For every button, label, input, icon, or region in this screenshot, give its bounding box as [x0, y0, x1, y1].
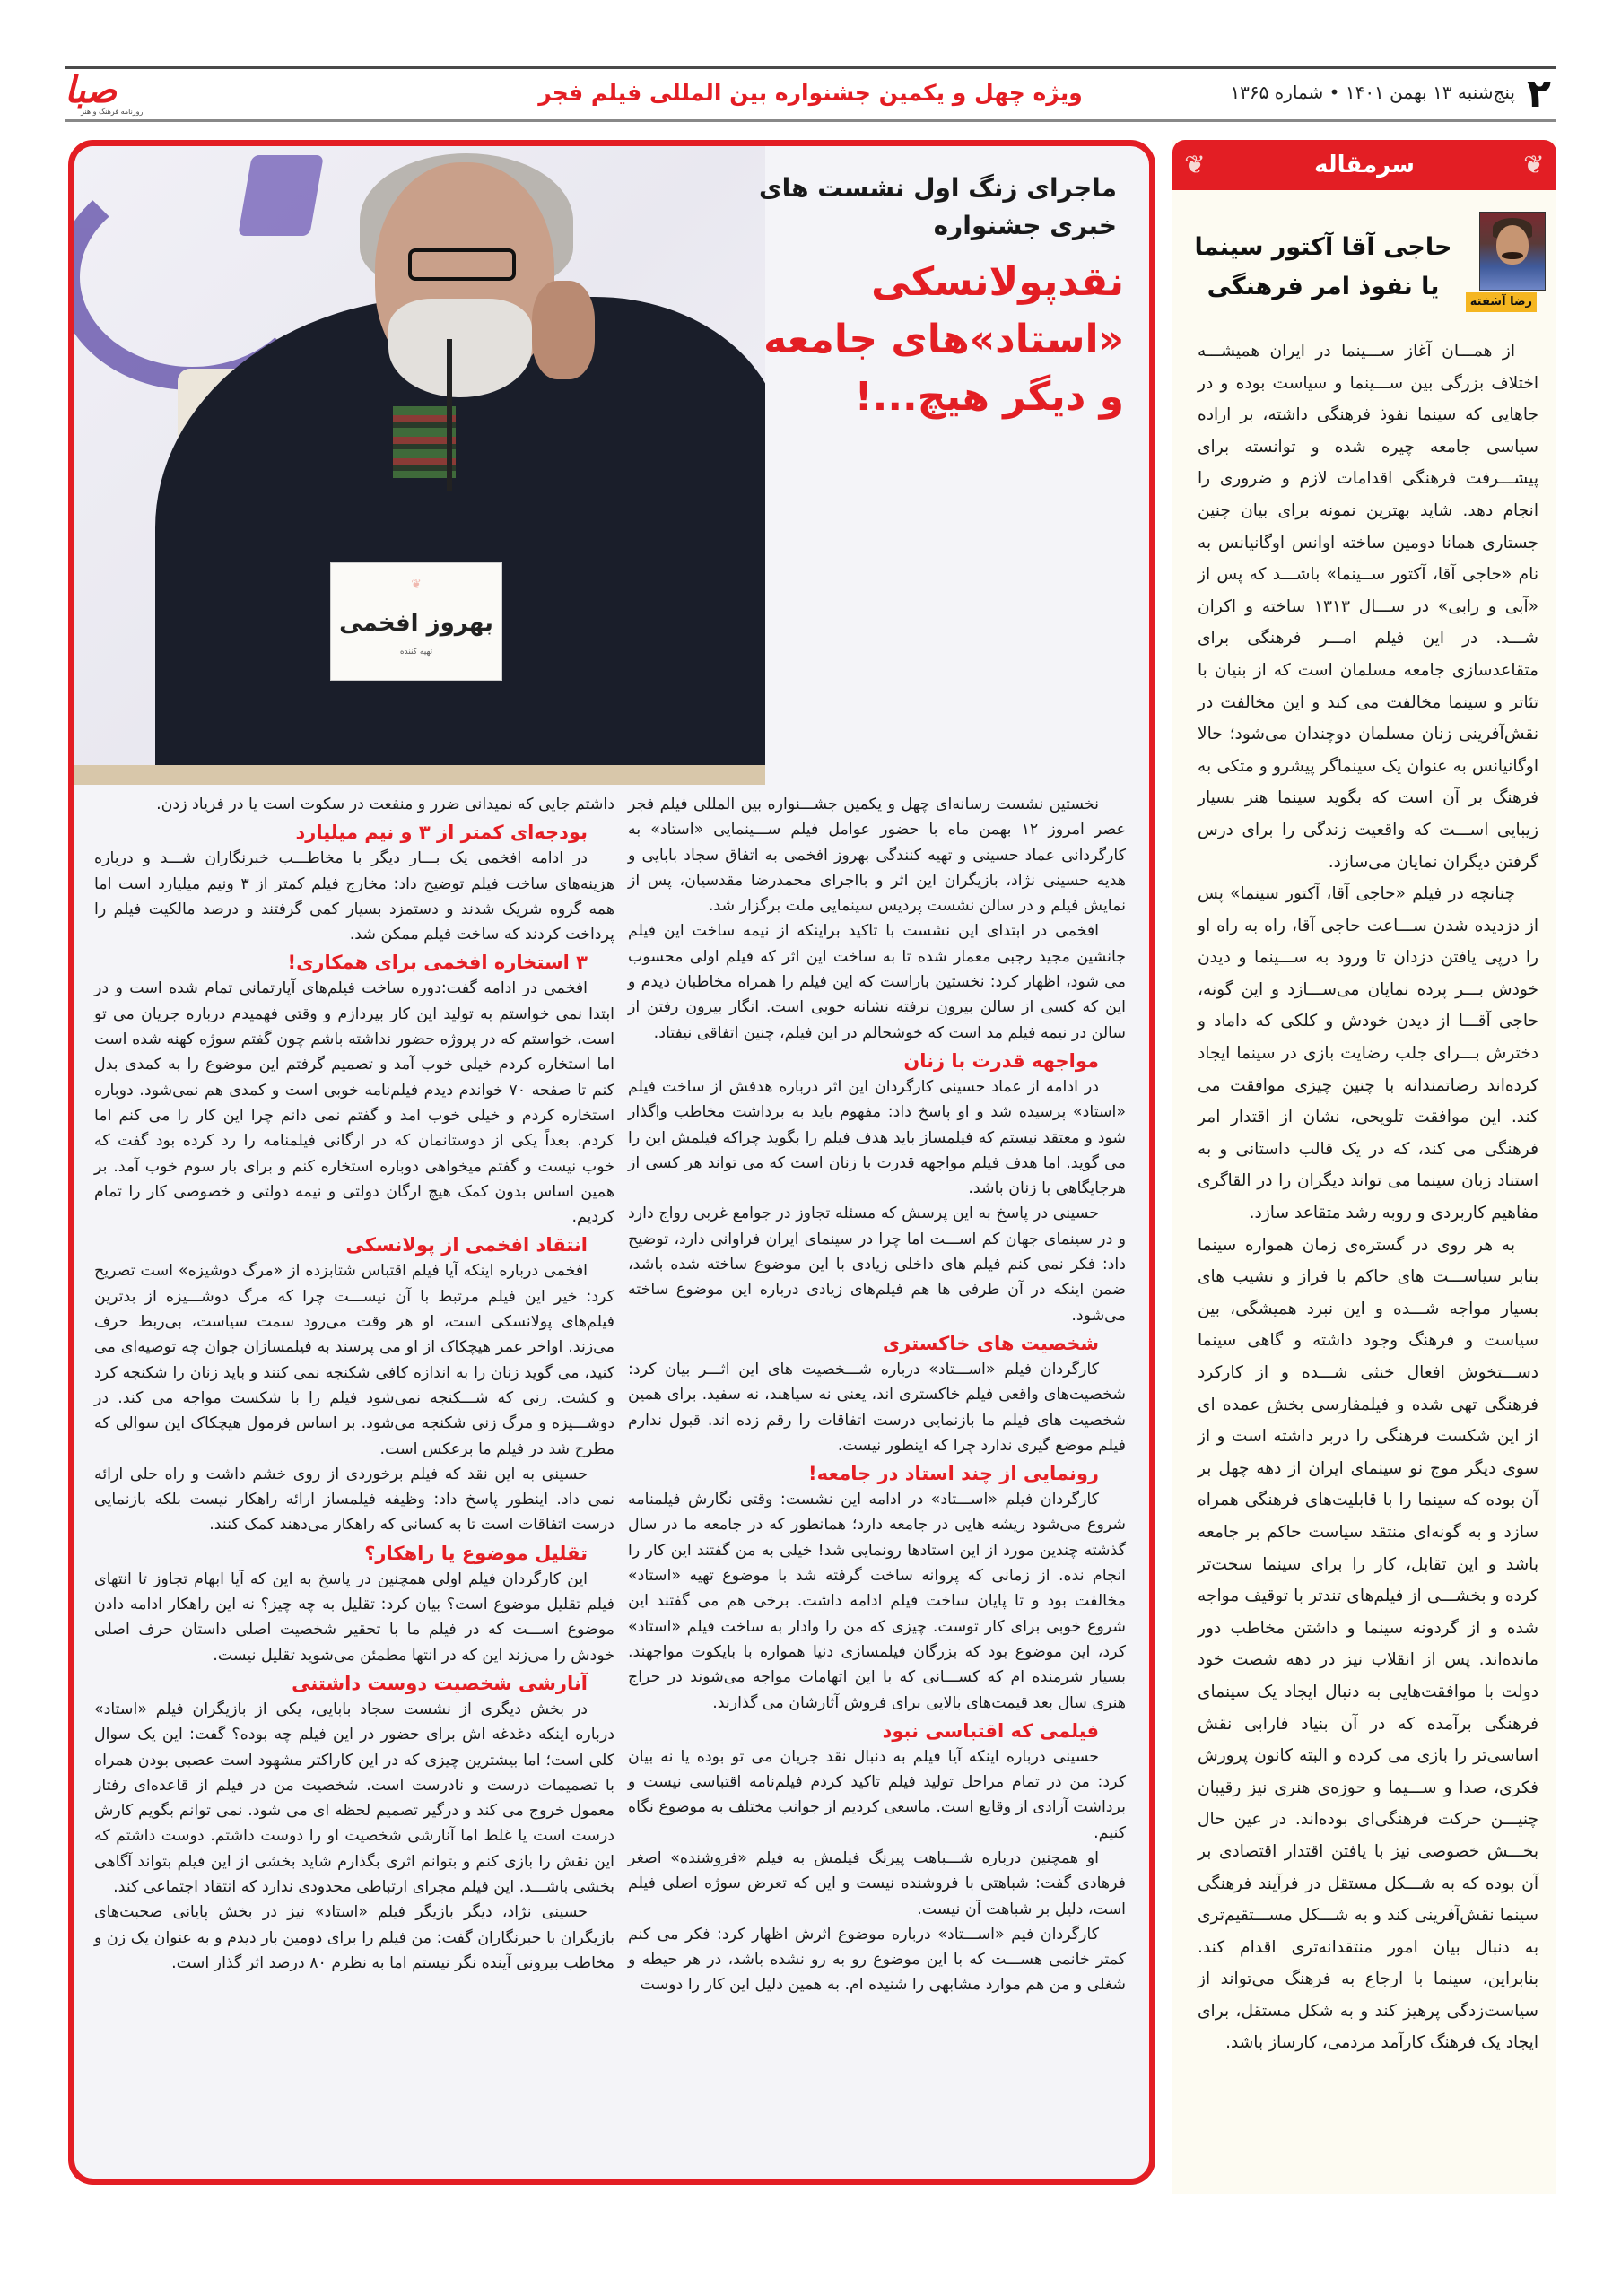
subheading: بودجه‌ای کمتر از ۳ و نیم میلیارد	[295, 822, 588, 844]
editorial-body	[1198, 335, 1538, 2059]
name-placard	[330, 562, 502, 681]
subheading: آنارشی شخصیت دوست داشتنی	[292, 1672, 588, 1694]
article-column-left	[94, 792, 614, 1976]
subheading: شخصیت های خاکستری	[882, 1332, 1099, 1354]
simorgh-icon: ❦	[1523, 150, 1545, 179]
logo-wordmark: صبا	[65, 69, 118, 111]
article-paragraph: داشتم جایی که نمیدانی ضرر و منفعت در سکوت است یا در فریاد زدن.	[156, 796, 614, 813]
article-paragraph: حسینی درباره اینکه آیا فیلم به دنبال نقد جریان می تو بوده یا نه بیان کرد: من در تمام مراحل تولید فیلم تاکید کردم فیلم‌نامه اقتباسی نیست و برداشت آزادی از وقایع است. ماسعی کردیم از جوانب مختلف به موضوع نگاه کنیم.	[628, 1747, 1126, 1842]
subheading: انتقاد افخمی از پولانسکی	[345, 1234, 588, 1257]
newspaper-logo[interactable]	[65, 69, 154, 117]
editorial-title: حاجی آقا آکتور سینما یا نفوذ امر فرهنگی	[1194, 233, 1452, 300]
subheading: ۳ استخاره افخمی برای همکاری!	[287, 952, 588, 974]
logo-subtitle: روزنامه فرهنگ و هنر	[81, 108, 144, 116]
header-rule-top	[65, 66, 1556, 69]
article-paragraph: حسینی نژاد، دیگر بازیگر فیلم «استاد» نیز در بخش پایانی صحبت‌های بازیگران با خبرنگاران گفت: من فیلم را برای دومین بار دیدم و به عنوان یک زن و مخاطب بیرونی آینده نگر نیستم اما به نظرم ۸۰ درصد اثر گذار است.	[94, 1903, 614, 1972]
article-paragraph: نخستین نشست رسانه‌ای چهل و یکمین جشـــنواره بین المللی فیلم فجر عصر امروز ۱۲ بهمن ماه با حضور عوامل فیلم ســـینمایی «استاد» به کارگردانی عماد حسینی و تهیه کنندگی بهروز افخمی به اتفاق سجاد بابایی و هدیه حسینی نژاد، بازیگران این اثر و بااجرای محمدرضا مقدسیان، پس از نمایش فیلم و در سالن نشست پردیس سینمایی ملت برگزار شد.	[628, 796, 1126, 916]
simorgh-icon: ❦	[1184, 150, 1206, 179]
article-paragraph: در ادامه از عماد حسینی کارگردان این اثر درباره هدفش از ساخت فیلم «استاد» پرسیده شد و او پاسخ داد: مفهوم باید به برداشت مخاطب واگذار شود و معتقد نیستم که فیلمساز باید هدف فیلم را بگوید چراکه فیلمش این را می گوید. اما هدف فیلم مواجهه قدرت با زنان است که می تواند هر کسی از هرجایگاهی با زنان باشد.	[628, 1077, 1126, 1198]
placard-role: تهیه کننده	[399, 648, 433, 657]
subheading: فیلمی که اقتباسی نبود	[882, 1719, 1099, 1742]
article-paragraph: حسینی به این نقد که فیلم برخوردی از روی خشم داشت و راه حلی ارائه نمی داد. اینطور پاسخ داد: وظیفه فیلمساز ارائه راهکار نیست بلکه بازنمایی درست اتفاقات است تا به کسانی که راهکار می‌دهند کمک کنند.	[94, 1465, 614, 1535]
subheading: تقلیل موضوع یا راهکار؟	[364, 1542, 588, 1564]
editorial-paragraph: از همـــان آغاز ســـینما در ایران همیشـــه اختلاف بزرگی بین ســـینما و سیاست بوده و در جاهایی که سینما نفوذ فرهنگی داشته، بر اراده سیاسی جامعه چیره شده و توانسته برای پیشـــرفت فرهنگی اقدامات لازم و ضروری را انجام دهد. شاید بهترین نمونه برای بیان چنین جستاری همانا دومین ساخته اوانس اوگانیانس به نام «حاجی آقا، آکتور ســینما» باشـــد که پس از «آبی و رابی» در ســـال ۱۳۱۳ ساخته و اکران شـــد. در این فیلم امـــر فرهنگی برای متقاعدسازی جامعه مسلمان است که از بنیان با تئاتر و سینما مخالفت می کند و این مخالفت در نقش‌آفرینی زنان مسلمان دوچندان می‌شود؛ حالا اوگانیانس به عنوان یک سینماگر پیشرو و متکی به فرهنگ بر آن است که بگوید سینما هنر بسیار زیبایی اســـت که واقعیت زندگی را برای درس گرفتن دیگران نمایان می‌سازد.	[1198, 342, 1538, 872]
article-paragraph: افخمی در ادامه گفت:دوره ساخت فیلم‌های آپارتمانی تمام شده است و در ابتدا نمی خواستم به تولید این کار بپردازم و وقتی فهمیدم درباره جریان می تو است، خواستم که در پروژه حضور نداشته باشم چون گفتم سوژه کهنه شده است اما استخاره کردم خیلی خوب آمد و تصمیم گرفتم این موضوع را به کمدی بدل کنم تا صفحه ۷۰ خواندم دیدم فیلم‌نامه خوبی است و کمدی هم نمی‌شود. دوباره استخاره کردم و خیلی خوب امد و گفتم نمی دانم چرا این کار را می کنم اما کردم. بعداً یکی از دوستانمان که در ارگانی فیلمنامه را رد کرده بود گفت که خوب نیست و گفتم میخواهی دوباره استخاره کنم و برای بار سوم خوب آمد. بر همین اساس بدون کمک هیچ ارگان دولتی و نیمه دولتی و خصوصی کار را تمام کردیم.	[94, 979, 614, 1227]
festival-logo-icon: ❦	[411, 578, 422, 592]
editorial-column	[1172, 140, 1556, 2194]
article-paragraph: در بخش دیگری از نشست سجاد بابایی، یکی از بازیگران فیلم «استاد» درباره اینکه دغدغه اش برای حضور در این فیلم چه بوده؟ گفت: این یک سوال کلی است؛ اما بیشترین چیزی که در این کاراکتر مشهود است عصبی بودن همراه با تصمیمات درست و نادرست است. شخصیت من در فیلم از قاعده‌ای رفتار معمول خروج می کند و درگیر تصمیم لحظه ای می شود. نمی توانم بگویم کارش درست است یا غلط اما آنارشی شخصیت او را دوست داشتم. دوست داشتم که این نقش را بازی کنم و بتوانم اثری بگذارم شاید بخشی از این فیلم بتواند آگاهی بخشی باشـــد. این فیلم مجرای ارتباطی محدودی ندارد که انتقاد اجتماعی کند.	[94, 1700, 614, 1896]
article-kicker: ماجرای زنگ اول نشست های خبری جشنواره	[758, 173, 1117, 240]
article-column-right	[628, 792, 1126, 1998]
article-paragraph: کارگردان فیم «اســـتاد» درباره موضوع اثرش اظهار کرد: فکر می کنم کمتر خانمی هســـت که با این موضوع رو به رو نشده باشد، در هر حیطه و شغلی و من هم موارد مشابهی را شنیده ام. به همین دلیل این کار را دوست	[628, 1925, 1126, 1995]
microphone-icon	[447, 339, 452, 491]
subheading: رونمایی از چند استاد در جامعه!	[808, 1463, 1099, 1485]
page-number: ۲	[1527, 71, 1551, 117]
article-paragraph: حسینی در پاسخ به این پرسش که مسئله تجاوز در جوامع غربی رواج دارد و در سینمای جهان کم اســـت اما چرا در سینمای ایران فراوانی دارد، توضیح داد: فکر نمی کنم فیلم های داخلی زیادی با این موضوع ساخته شده باشد، ضمن اینکه در آن طرفی ها هم فیلم‌های زیادی درباره این موضوع ساخته می‌شود.	[628, 1205, 1126, 1325]
placard-name: بهروز افخمی	[339, 610, 493, 637]
section-title: ویژه چهل و یکمین جشنواره بین المللی فیلم فجر	[538, 80, 1083, 106]
article-paragraph: در ادامه افخمی یک بـــار دیگر با مخاطـــب خبرنگاران شـــد و درباره هزینه‌های ساخت فیلم توضیح داد: مخارج فیلم کمتر از ۳ ونیم میلیارد است اما همه گروه شریک شدند و دستمزد بسیار کمی گرفتند و درصد مالکیت فیلم را پرداخت کردند که ساخت فیلم ممکن شد.	[94, 849, 615, 944]
issue-date: پنج‌شنبه ۱۳ بهمن ۱۴۰۱ • شماره ۱۳۶۵	[1230, 82, 1515, 103]
header-rule-bottom	[65, 119, 1556, 122]
editorial-paragraph: چنانچه در فیلم «حاجی آقا، آکتور سینما» پس از دزدیده شدن ســـاعت حاجی آقا، راه به راه او را درپی یافتن دزدان تا ورود به ســـینما و دیدن خودش بـــر پرده نمایان می‌ســـازد و این گونه، حاجی آقـــا از دیدن خودش و کلکی که داماد و دخترش بـــرای جلب رضایت بازی در سینما ایجاد کرده‌اند رضاتمندانه با چنین چیزی موافقت می کند. این موافقت تلویحی، نشان از اقتدار امر فرهنگی می کند، که در یک قالب داستانی و به استناد زبان سینما می تواند دیگران را در القاگری مفاهیم کاربردی و روبه رشد متقاعد سازد.	[1198, 884, 1538, 1223]
article-paragraph: کارگردان فیلم «اســـتاد» در ادامه این نشست: وقتی نگارش فیلمنامه شروع می‌شود ریشه هایی در جامعه دارد؛ همانطور که در جامعه ما در سال گذشته چندین مورد از این استادها رونمایی شد! خیلی به من گفتند این کار را انجام نده. از زمانی که پروانه ساخت گرفته شد با موضوع تهیه «استاد» مخالفت بود و تا پایان ساخت فیلم ادامه داشت. برخی هم می گفتند این شروع خوبی برای کار توست. چیزی که من را وادار به ساخت فیلم «استاد» کرد، این موضوع بود که بزرگان فیلمسازی دنیا همواره با بایکوت مواجهند. بسیار شرمنده ام که کســـانی که با این اتهامات مواجه می‌شوند در حراج هنری سال بعد قیمت‌های بالایی برای فروش آثارشان می گذارند.	[628, 1491, 1126, 1712]
editorial-header	[1172, 140, 1556, 190]
article-paragraph: او همچنین درباره شـــباهت پیرنگ فیلمش به فیلم «فروشنده» اصغر فرهادی گفت: شباهتی با فروشنده نیست و این که تعرض سوژه اصلی فیلم است، دلیل بر شباهت آن نیست.	[628, 1848, 1126, 1918]
article-frame	[68, 140, 1155, 2185]
editorial-paragraph: به هر روی در گستره‌ی زمان همواره سینما بنابر سیاســـت های حاکم با فراز و نشیب های بسیار مواجه شـــده و این نبرد همیشگی، بین سیاست و فرهنگ وجود داشته و گاهی سینما دســـتخوش افعال خنثی شـــده و از کارکرد فرهنگی تهی شده و فیلمفارسی بخش عمده ای از این شکست فرهنگی را دربر داشته است و از سوی دیگر موج نو سینمای ایران از دهه چهل بر آن بوده که سینما را با قابلیت‌های فرهنگی همراه سازد و به گونه‌ای منتقد سیاست حاکم بر جامعه باشد و این تقابل، کار را برای سینما سخت‌تر کرده و بخشـــی از فیلم‌های تندتر با توقیف مواجه شده و از گردونه سینما و داشتن مخاطب دور مانده‌اند. پس از انقلاب نیز در دهه شصت خود دولت با موافقت‌هایی به دنبال ایجاد یک سینمای فرهنگی برآمده که در آن بنیاد فارابی نقش اساسی‌تر را بازی می کرده و البته کانون پرورش فکری، صدا و ســـیما و حوزه‌ی هنری نیز رقیبان چنیـــن حرکت فرهنگی‌ای بوده‌اند. در عین حال بخـــش خصوصی نیز با یافتن اقتدار اقتصادی بر آن بوده که به شـــکل مستقل در فرآیند فرهنگی سینما نقش‌آفرینی کند و به شـــکل مســـتقیم‌تری به دنبال بیان امور منتقدانه‌تری اقدام کند. بنابراین، سینما با ارجاع به فرهنگ می‌تواند از سیاست‌زدگی پرهیز کند و به شکل مستقل، برای ایجاد یک فرهنگ کارآمد مردمی، کارساز باشد.	[1198, 1235, 1538, 2053]
article-headline: نقدپولانسکی «استاد»های جامعه و دیگر هیچ...!	[763, 259, 1124, 420]
article-paragraph: افخمی درباره اینکه آیا فیلم اقتباس شتابزده از «مرگ دوشیزه» است تصریح کرد: خیر این فیلم مرتبط با آن نیســـت چرا که مرگ دوشـــیزه از بدترین فیلم‌های پولانسکی است، او هر وقت می‌رود سمت سیاست، بی‌ربط حرف می‌زند. اواخر عمر هیچکاک از او می پرسند به فیلمسازان جوان چه توصیه‌ای می کنید، می گوید زنان را به اندازه کافی شکنجه نمی کنند و باید زنان را شکنجه کرد و کشت. زنی که شـــکنجه نمی‌شود فیلم را با شکست مواجه می کند. در دوشـــیزه و مرگ زنی شکنجه می‌شود. بر اساس فرمول هیچکاک این سوالی که مطرح شد در فیلم ما برعکس است.	[94, 1262, 614, 1458]
article-photo	[74, 146, 765, 785]
article-paragraph: افخمی در ابتدای این نشست با تاکید براینکه از نیمه ساخت این فیلم جانشین مجید رجبی معمار شده تا به ساخت این اثر که فیلم اولی محسوب می شود، اظهار کرد: نخستین باراست که این فیلم را همراه مخاطبان دیدم و این که کسی از سالن بیرون نرفته نشانه خوبی است. انگار بیرون رفتن از سالن در نیمه فیلم مد است که خوشحالم در این فیلم، چنین اتفاقی نیفتاد.	[628, 922, 1126, 1042]
author-photo	[1479, 212, 1546, 291]
subheading: مواجهه قدرت با زنان	[903, 1049, 1099, 1072]
author-name: رضا آشفته	[1466, 292, 1537, 312]
article-paragraph: کارگردان فیلم «اســـتاد» درباره شـــخصیت های این اثـــر بیان کرد: شخصیت‌های واقعی فیلم خاکستری اند، یعنی نه سیاهند، نه سفید. برای همین شخصیت های فیلم ما بازنمایی درست اتفاقات را رقم زده اند. قبول ندارم فیلم موضع گیری ندارد چرا که اینطور نیست.	[628, 1360, 1126, 1455]
festival-backdrop-glyph	[238, 155, 324, 236]
article-paragraph: این کارگردان فیلم اولی همچنین در پاسخ به این که آیا ابهام تجاوز تا انتهای فیلم تقلیل موضوع است؟ بیان کرد: تقلیل به چه چیز؟ نه این راهکار ادامه دادن موضوع اســـت که در فیلم ما با تحقیر شخصیت اصلی داستان حرف اصلی خودش را می‌زند این که در انتها مطمئن می‌شوید تقلیل نیست.	[94, 1570, 614, 1665]
editorial-label: سرمقاله	[1314, 152, 1415, 178]
